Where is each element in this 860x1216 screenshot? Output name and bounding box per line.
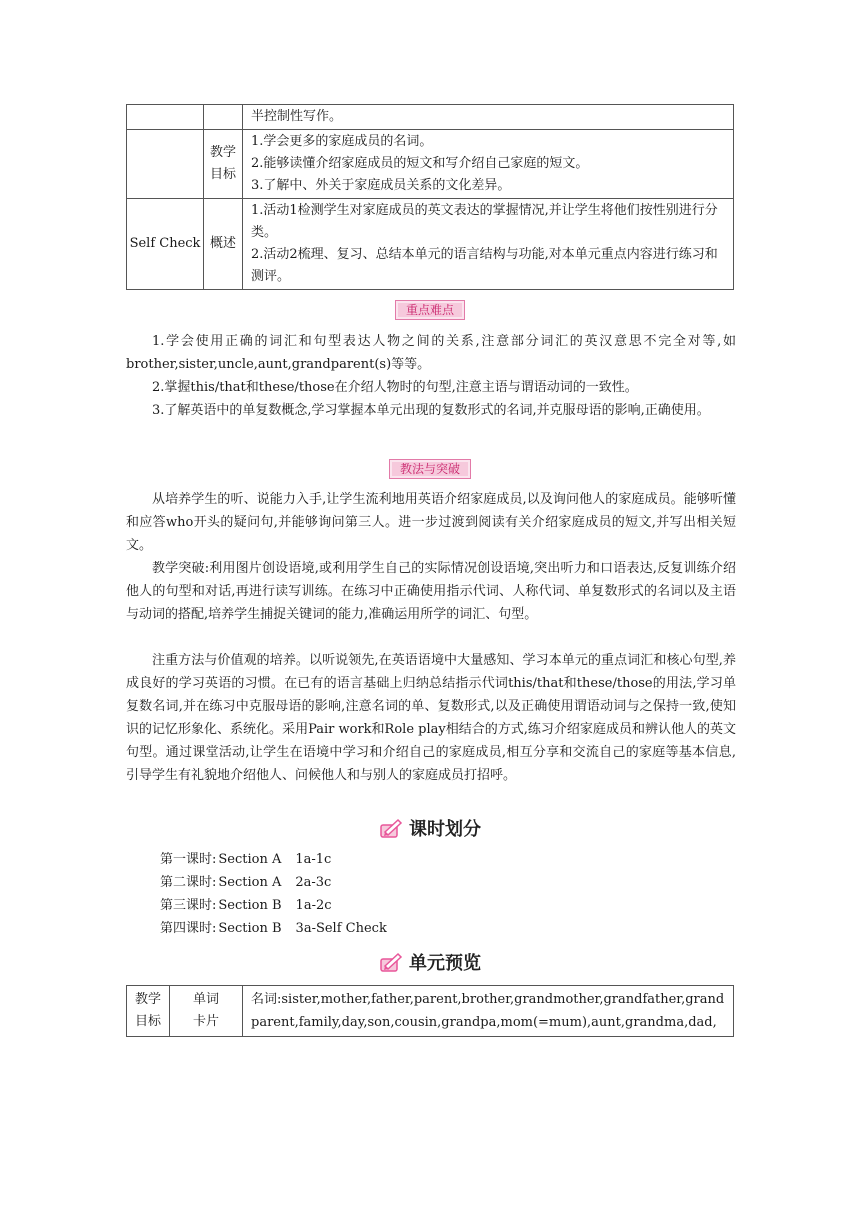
goal-item: 2.能够读懂介绍家庭成员的短文和写介绍自己家庭的短文。 <box>251 156 589 171</box>
overview-item: 2.活动2梳理、复习、总结本单元的语言结构与功能,对本单元重点内容进行练习和测评。 <box>251 247 718 284</box>
pencil-notebook-icon <box>379 951 403 973</box>
lesson-item: 第二课时: Section A 2a-3c <box>160 875 332 890</box>
schedule-heading: 课时划分 <box>0 817 860 842</box>
lesson-item: 第一课时: Section A 1a-1c <box>160 852 332 867</box>
preview-heading: 单元预览 <box>0 951 860 976</box>
pencil-notebook-icon <box>379 817 403 839</box>
goal-item: 3.了解中、外关于家庭成员关系的文化差异。 <box>251 178 511 193</box>
lesson-item: 第三课时: Section B 1a-2c <box>160 898 332 913</box>
goals-cell <box>243 130 734 199</box>
unit-overview-table <box>126 104 734 290</box>
lesson-item: 第四课时: Section B 3a-Self Check <box>160 921 387 936</box>
method-paragraph: 教学突破:利用图片创设语境,或利用学生自己的实际情况创设语境,突出听力和口语表达,反复训练介绍他人的句型和对话,再进行读写训练。在练习中正确使用指示代词、人称代词、单复数形式的名词以及主语与动词的搭配,培养学生捕捉关键词的能力,准确运用所学的词汇、句型。 <box>126 561 736 622</box>
key-point-paragraph: 3.了解英语中的单复数概念,学习掌握本单元出现的复数形式的名词,并克服母语的影响,正确使用。 <box>152 403 710 418</box>
self-check-label: Self Check <box>127 199 204 290</box>
vocabulary-cell: 名词:sister,mother,father,parent,brother,grandmother,grandfather,grandparent,family,day,son,cousin,grandpa,mom(=mum),aunt,grandma,dad, <box>243 986 734 1037</box>
overview-label: 概述 <box>204 199 243 290</box>
table-row <box>127 986 734 1037</box>
table-row <box>127 105 734 130</box>
key-points-badge: 重点难点 <box>395 300 465 320</box>
table-row <box>127 199 734 290</box>
key-point-paragraph: 1.学会使用正确的词汇和句型表达人物之间的关系,注意部分词汇的英汉意思不完全对等,如brother,sister,uncle,aunt,grandparent(s)等等。 <box>126 334 736 372</box>
writing-note-cell: 半控制性写作。 <box>243 105 734 130</box>
method-paragraph: 注重方法与价值观的培养。以听说领先,在英语语境中大量感知、学习本单元的重点词汇和核心句型,养成良好的学习英语的习惯。在已有的语言基础上归纳总结指示代词this/that和these/those的用法,学习单复数名词,并在练习中克服母语的影响,注意名词的单、复数形式,以及正确使用谓语动词与之保持一致,使知识的记忆形象化、系统化。采用Pair work和Role play相结合的方式,练习介绍家庭成员和辨认他人的英文句型。通过课堂活动,让学生在语境中学习和介绍自己的家庭成员,相互分享和交流自己的家庭等基本信息,引导学生有礼貌地介绍他人、问候他人和与别人的家庭成员打招呼。 <box>126 653 736 783</box>
method-paragraph: 从培养学生的听、说能力入手,让学生流利地用英语介绍家庭成员,以及询问他人的家庭成员。能够听懂和应答who开头的疑问句,并能够询问第三人。进一步过渡到阅读有关介绍家庭成员的短文,并写出相关短文。 <box>126 492 736 553</box>
word-card-label: 单词 卡片 <box>170 986 243 1037</box>
methods-badge: 教法与突破 <box>389 459 471 479</box>
goal-item: 1.学会更多的家庭成员的名词。 <box>251 134 433 149</box>
preview-goals-label: 教学 目标 <box>127 986 170 1037</box>
overview-cell <box>243 199 734 290</box>
overview-item: 1.活动1检测学生对家庭成员的英文表达的掌握情况,并让学生将他们按性别进行分类。 <box>251 203 718 240</box>
goals-label: 教学 目标 <box>204 130 243 199</box>
unit-preview-table <box>126 985 734 1037</box>
key-point-paragraph: 2.掌握this/that和these/those在介绍人物时的句型,注意主语与谓语动词的一致性。 <box>152 380 638 395</box>
table-row <box>127 130 734 199</box>
